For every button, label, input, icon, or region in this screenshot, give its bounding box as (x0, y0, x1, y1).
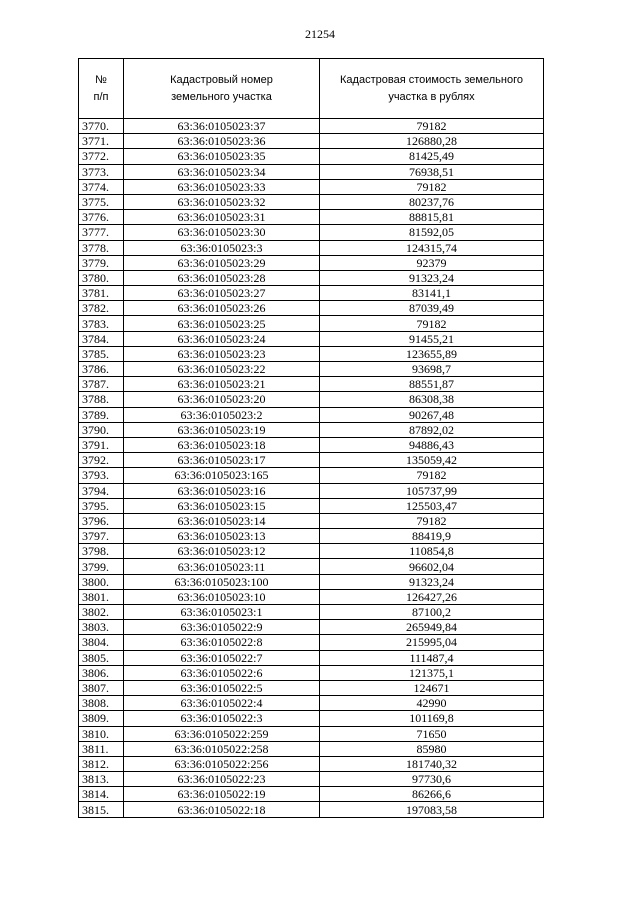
cadastral-number: 63:36:0105023:3 (124, 240, 320, 255)
cadastral-value: 91323,24 (320, 270, 544, 285)
cadastral-number: 63:36:0105023:27 (124, 286, 320, 301)
row-number: 3789. (79, 407, 124, 422)
table-row (79, 210, 544, 225)
table-row (79, 513, 544, 528)
cadastral-number: 63:36:0105022:3 (124, 711, 320, 726)
row-number: 3792. (79, 453, 124, 468)
row-number: 3814. (79, 787, 124, 802)
table-row (79, 286, 544, 301)
cadastral-number: 63:36:0105023:31 (124, 210, 320, 225)
table-row (79, 544, 544, 559)
cadastral-value: 90267,48 (320, 407, 544, 422)
table-header-row (79, 59, 544, 119)
cadastral-number: 63:36:0105022:5 (124, 680, 320, 695)
cadastral-value-table (78, 58, 544, 818)
table-row (79, 316, 544, 331)
table-row (79, 270, 544, 285)
cadastral-number: 63:36:0105023:23 (124, 346, 320, 361)
cadastral-number: 63:36:0105023:26 (124, 301, 320, 316)
row-number: 3790. (79, 422, 124, 437)
table-row (79, 134, 544, 149)
cadastral-value: 42990 (320, 696, 544, 711)
cadastral-number: 63:36:0105022:6 (124, 665, 320, 680)
cadastral-number: 63:36:0105022:18 (124, 802, 320, 817)
cadastral-value: 81425,49 (320, 149, 544, 164)
table-row (79, 407, 544, 422)
cadastral-value: 81592,05 (320, 225, 544, 240)
cadastral-number: 63:36:0105023:1 (124, 605, 320, 620)
table-row (79, 650, 544, 665)
page-number: 21254 (305, 27, 335, 41)
cadastral-number: 63:36:0105023:34 (124, 164, 320, 179)
row-number: 3774. (79, 179, 124, 194)
table-row (79, 362, 544, 377)
cadastral-value: 105737,99 (320, 483, 544, 498)
table-row (79, 680, 544, 695)
cadastral-value: 124315,74 (320, 240, 544, 255)
cadastral-number: 63:36:0105023:29 (124, 255, 320, 270)
cadastral-value: 79182 (320, 316, 544, 331)
row-number: 3796. (79, 513, 124, 528)
cadastral-value: 94886,43 (320, 437, 544, 452)
cadastral-number: 63:36:0105022:8 (124, 635, 320, 650)
cadastral-number: 63:36:0105023:37 (124, 119, 320, 134)
cadastral-value: 76938,51 (320, 164, 544, 179)
cadastral-value: 88815,81 (320, 210, 544, 225)
row-number: 3813. (79, 772, 124, 787)
cadastral-number: 63:36:0105022:23 (124, 772, 320, 787)
cadastral-value: 93698,7 (320, 362, 544, 377)
table-row (79, 665, 544, 680)
row-number: 3803. (79, 620, 124, 635)
cadastral-value: 215995,04 (320, 635, 544, 650)
cadastral-value: 79182 (320, 119, 544, 134)
row-number: 3810. (79, 726, 124, 741)
cadastral-number: 63:36:0105022:256 (124, 756, 320, 771)
table-row (79, 437, 544, 452)
cadastral-value: 87100,2 (320, 605, 544, 620)
table-row (79, 392, 544, 407)
cadastral-value: 181740,32 (320, 756, 544, 771)
row-number: 3800. (79, 574, 124, 589)
cadastral-number: 63:36:0105023:36 (124, 134, 320, 149)
cadastral-number: 63:36:0105023:16 (124, 483, 320, 498)
row-number: 3793. (79, 468, 124, 483)
cadastral-value: 97730,6 (320, 772, 544, 787)
row-number: 3795. (79, 498, 124, 513)
cadastral-value: 121375,1 (320, 665, 544, 680)
cadastral-value: 88551,87 (320, 377, 544, 392)
cadastral-number: 63:36:0105023:100 (124, 574, 320, 589)
table-row (79, 605, 544, 620)
row-number: 3778. (79, 240, 124, 255)
table-row (79, 696, 544, 711)
cadastral-number: 63:36:0105022:259 (124, 726, 320, 741)
cadastral-number: 63:36:0105023:30 (124, 225, 320, 240)
cadastral-number: 63:36:0105023:10 (124, 589, 320, 604)
cadastral-value: 86266,6 (320, 787, 544, 802)
cadastral-value: 87892,02 (320, 422, 544, 437)
row-number: 3801. (79, 589, 124, 604)
table-row (79, 574, 544, 589)
table-row (79, 240, 544, 255)
row-number: 3773. (79, 164, 124, 179)
row-number: 3777. (79, 225, 124, 240)
table-row (79, 802, 544, 817)
table-row (79, 164, 544, 179)
table-body (79, 119, 544, 818)
row-number: 3775. (79, 194, 124, 209)
cadastral-value: 83141,1 (320, 286, 544, 301)
cadastral-value: 96602,04 (320, 559, 544, 574)
cadastral-number: 63:36:0105023:165 (124, 468, 320, 483)
cadastral-number: 63:36:0105023:12 (124, 544, 320, 559)
row-number: 3783. (79, 316, 124, 331)
row-number: 3797. (79, 529, 124, 544)
row-number: 3786. (79, 362, 124, 377)
header-cadastral-number: Кадастровый номер земельного участка (124, 59, 320, 119)
table-row (79, 453, 544, 468)
cadastral-value: 197083,58 (320, 802, 544, 817)
row-number: 3809. (79, 711, 124, 726)
table-row (79, 711, 544, 726)
table-row (79, 620, 544, 635)
cadastral-number: 63:36:0105022:19 (124, 787, 320, 802)
table-row (79, 772, 544, 787)
table-row (79, 149, 544, 164)
cadastral-value: 87039,49 (320, 301, 544, 316)
cadastral-number: 63:36:0105023:13 (124, 529, 320, 544)
cadastral-number: 63:36:0105023:35 (124, 149, 320, 164)
row-number: 3808. (79, 696, 124, 711)
cadastral-value: 71650 (320, 726, 544, 741)
row-number: 3806. (79, 665, 124, 680)
cadastral-value: 80237,76 (320, 194, 544, 209)
table-row (79, 756, 544, 771)
row-number: 3770. (79, 119, 124, 134)
table-row (79, 559, 544, 574)
cadastral-value: 88419,9 (320, 529, 544, 544)
row-number: 3815. (79, 802, 124, 817)
cadastral-value: 79182 (320, 179, 544, 194)
table-row (79, 179, 544, 194)
cadastral-value: 79182 (320, 468, 544, 483)
cadastral-number: 63:36:0105022:258 (124, 741, 320, 756)
cadastral-number: 63:36:0105023:2 (124, 407, 320, 422)
table-row (79, 483, 544, 498)
row-number: 3781. (79, 286, 124, 301)
cadastral-number: 63:36:0105022:7 (124, 650, 320, 665)
header-num: № п/п (79, 59, 124, 119)
row-number: 3811. (79, 741, 124, 756)
cadastral-value: 124671 (320, 680, 544, 695)
table-row (79, 301, 544, 316)
cadastral-number: 63:36:0105022:9 (124, 620, 320, 635)
cadastral-number: 63:36:0105023:25 (124, 316, 320, 331)
cadastral-number: 63:36:0105023:33 (124, 179, 320, 194)
header-cadastral-value: Кадастровая стоимость земельного участка в рублях (320, 59, 544, 119)
table-row (79, 119, 544, 134)
cadastral-number: 63:36:0105023:24 (124, 331, 320, 346)
cadastral-number: 63:36:0105023:19 (124, 422, 320, 437)
cadastral-value: 110854,8 (320, 544, 544, 559)
row-number: 3798. (79, 544, 124, 559)
cadastral-number: 63:36:0105023:21 (124, 377, 320, 392)
row-number: 3772. (79, 149, 124, 164)
table-row (79, 377, 544, 392)
row-number: 3802. (79, 605, 124, 620)
cadastral-number: 63:36:0105023:28 (124, 270, 320, 285)
table-row (79, 726, 544, 741)
row-number: 3791. (79, 437, 124, 452)
cadastral-value: 79182 (320, 513, 544, 528)
table-row (79, 529, 544, 544)
table-row (79, 225, 544, 240)
table-row (79, 468, 544, 483)
row-number: 3771. (79, 134, 124, 149)
table-row (79, 635, 544, 650)
cadastral-number: 63:36:0105023:18 (124, 437, 320, 452)
row-number: 3782. (79, 301, 124, 316)
table-row (79, 346, 544, 361)
row-number: 3794. (79, 483, 124, 498)
row-number: 3804. (79, 635, 124, 650)
cadastral-value: 123655,89 (320, 346, 544, 361)
row-number: 3784. (79, 331, 124, 346)
cadastral-value: 101169,8 (320, 711, 544, 726)
table-row (79, 741, 544, 756)
cadastral-value: 126880,28 (320, 134, 544, 149)
cadastral-number: 63:36:0105023:17 (124, 453, 320, 468)
cadastral-number: 63:36:0105023:14 (124, 513, 320, 528)
cadastral-value: 85980 (320, 741, 544, 756)
row-number: 3776. (79, 210, 124, 225)
cadastral-number: 63:36:0105023:32 (124, 194, 320, 209)
cadastral-number: 63:36:0105022:4 (124, 696, 320, 711)
cadastral-value: 126427,26 (320, 589, 544, 604)
row-number: 3779. (79, 255, 124, 270)
cadastral-number: 63:36:0105023:20 (124, 392, 320, 407)
table-row (79, 331, 544, 346)
table-row (79, 194, 544, 209)
cadastral-number: 63:36:0105023:22 (124, 362, 320, 377)
row-number: 3780. (79, 270, 124, 285)
row-number: 3807. (79, 680, 124, 695)
table-row (79, 787, 544, 802)
cadastral-value: 265949,84 (320, 620, 544, 635)
cadastral-value: 125503,47 (320, 498, 544, 513)
row-number: 3787. (79, 377, 124, 392)
table-row (79, 589, 544, 604)
cadastral-value: 91455,21 (320, 331, 544, 346)
cadastral-number: 63:36:0105023:15 (124, 498, 320, 513)
row-number: 3788. (79, 392, 124, 407)
row-number: 3799. (79, 559, 124, 574)
cadastral-value: 91323,24 (320, 574, 544, 589)
cadastral-value: 92379 (320, 255, 544, 270)
table-row (79, 255, 544, 270)
cadastral-value: 111487,4 (320, 650, 544, 665)
row-number: 3785. (79, 346, 124, 361)
table-row (79, 422, 544, 437)
cadastral-number: 63:36:0105023:11 (124, 559, 320, 574)
table-row (79, 498, 544, 513)
cadastral-value: 135059,42 (320, 453, 544, 468)
row-number: 3805. (79, 650, 124, 665)
row-number: 3812. (79, 756, 124, 771)
cadastral-value: 86308,38 (320, 392, 544, 407)
